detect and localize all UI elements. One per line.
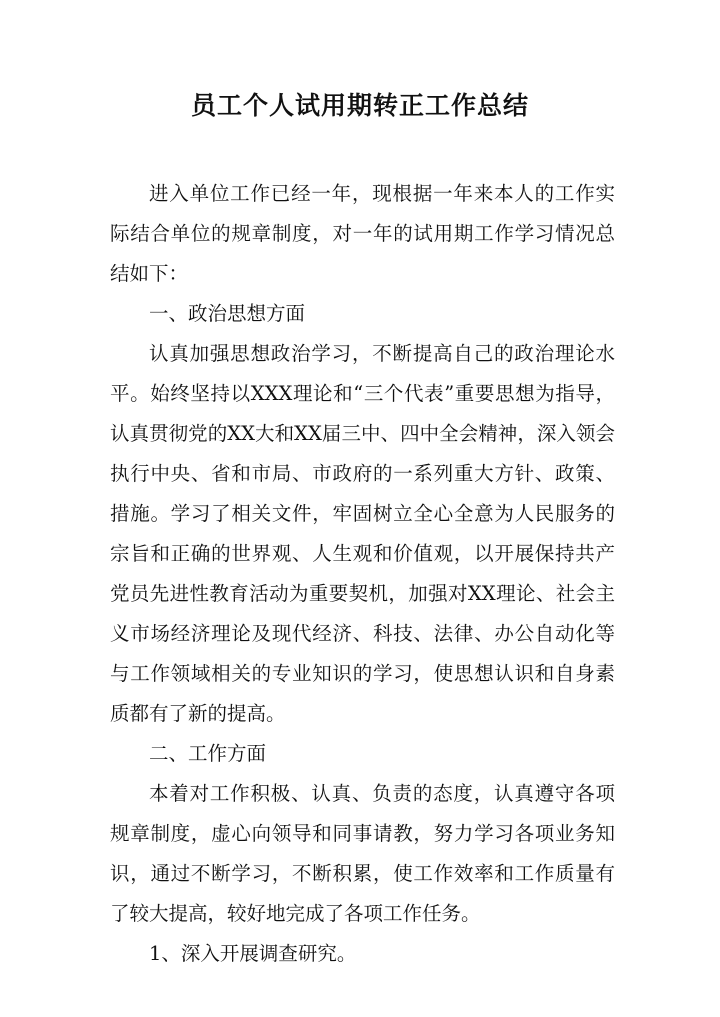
subsection-heading-research: 1、深入开展调查研究。	[149, 942, 357, 965]
paragraph-work: 本着对工作积极、认真、负责的态度，认真遵守各项规章制度，虚心向领导和同事请教，努力学习各项业务知识，通过不断学习，不断积累，使工作效率和工作质量有了较大提高，较好地完成了各项工作任务。	[110, 782, 615, 925]
paragraph-political: 认真加强思想政治学习，不断提高自己的政治理论水平。始终坚持以XXX理论和“三个代表”重要思想为指导，认真贯彻党的XX大和XX届三中、四中全会精神，深入领会执行中央、省和市局、市政府的一系列重大方针、政策、措施。学习了相关文件，牢固树立全心全意为人民服务的宗旨和正确的世界观、人生观和价值观，以开展保持共产党员先进性教育活动为重要契机，加强对XX理论、社会主义市场经济理论及现代经济、科技、法律、办公自动化等与工作领域相关的专业知识的学习，使思想认识和自身素质都有了新的提高。	[110, 342, 615, 725]
document-title: 员工个人试用期转正工作总结	[190, 91, 529, 120]
paragraph-intro: 进入单位工作已经一年，现根据一年来本人的工作实际结合单位的规章制度，对一年的试用期工作学习情况总结如下：	[110, 182, 615, 285]
section-heading-work: 二、工作方面	[149, 742, 267, 765]
section-heading-political: 一、政治思想方面	[149, 302, 306, 325]
document-body	[110, 174, 615, 974]
